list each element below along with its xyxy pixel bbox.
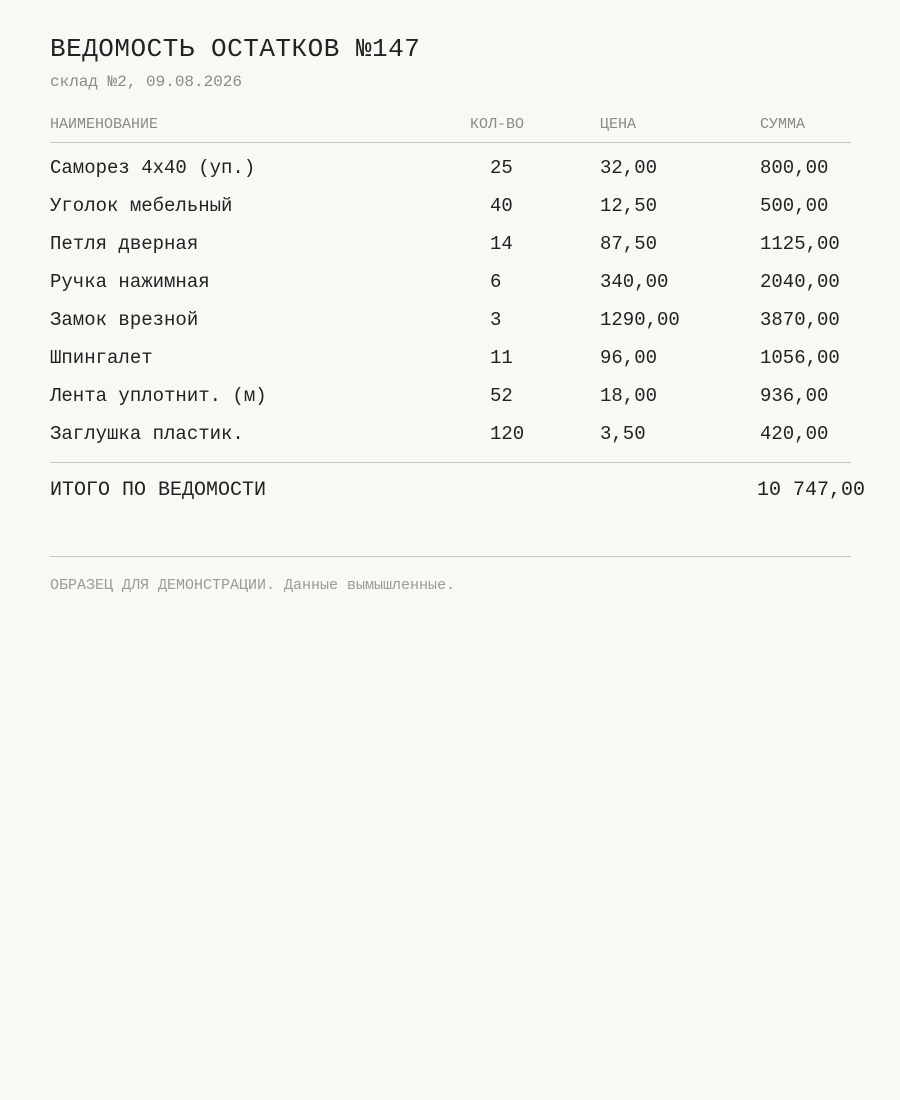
total-divider bbox=[50, 462, 851, 463]
document-subtitle: склад №2, 09.08.2026 bbox=[50, 73, 243, 91]
item-price: 87,50 bbox=[600, 233, 658, 255]
table-row bbox=[50, 309, 851, 347]
item-sum: 2040,00 bbox=[760, 271, 840, 293]
item-sum: 1056,00 bbox=[760, 347, 840, 369]
item-price: 32,00 bbox=[600, 157, 658, 179]
item-qty: 11 bbox=[490, 347, 513, 369]
item-price: 12,50 bbox=[600, 195, 658, 217]
table-row bbox=[50, 195, 851, 233]
item-name: Петля дверная bbox=[50, 233, 199, 255]
item-name: Уголок мебельный bbox=[50, 195, 233, 217]
item-sum: 420,00 bbox=[760, 423, 829, 445]
item-name: Ручка нажимная bbox=[50, 271, 210, 293]
item-qty: 14 bbox=[490, 233, 513, 255]
item-sum: 800,00 bbox=[760, 157, 829, 179]
item-name: Лента уплотнит. (м) bbox=[50, 385, 267, 407]
item-name: Саморез 4х40 (уп.) bbox=[50, 157, 256, 179]
demo-disclaimer: ОБРАЗЕЦ ДЛЯ ДЕМОНСТРАЦИИ. Данные вымышленные. bbox=[50, 577, 456, 594]
table-row bbox=[50, 271, 851, 309]
item-price: 1290,00 bbox=[600, 309, 680, 331]
item-price: 18,00 bbox=[600, 385, 658, 407]
item-price: 340,00 bbox=[600, 271, 669, 293]
item-price: 3,50 bbox=[600, 423, 646, 445]
item-sum: 1125,00 bbox=[760, 233, 840, 255]
document-title: ВЕДОМОСТЬ ОСТАТКОВ №147 bbox=[50, 34, 421, 64]
item-name: Заглушка пластик. bbox=[50, 423, 244, 445]
item-sum: 500,00 bbox=[760, 195, 829, 217]
header-divider bbox=[50, 142, 851, 143]
item-qty: 40 bbox=[490, 195, 513, 217]
item-sum: 936,00 bbox=[760, 385, 829, 407]
table-row bbox=[50, 157, 851, 195]
item-name: Шпингалет bbox=[50, 347, 153, 369]
item-price: 96,00 bbox=[600, 347, 658, 369]
column-header-price: ЦЕНА bbox=[600, 116, 637, 133]
table-row bbox=[50, 347, 851, 385]
item-qty: 120 bbox=[490, 423, 525, 445]
column-header-name: НАИМЕНОВАНИЕ bbox=[50, 116, 159, 133]
table-row bbox=[50, 385, 851, 423]
column-header-qty: КОЛ-ВО bbox=[470, 116, 525, 133]
table-row bbox=[50, 423, 851, 461]
table-row bbox=[50, 233, 851, 271]
item-name: Замок врезной bbox=[50, 309, 199, 331]
total-value: 10 747,00 bbox=[756, 479, 865, 502]
item-qty: 52 bbox=[490, 385, 513, 407]
column-header-sum: СУММА bbox=[760, 116, 806, 133]
item-qty: 6 bbox=[490, 271, 502, 293]
footer-divider bbox=[50, 556, 851, 557]
item-qty: 3 bbox=[490, 309, 502, 331]
item-qty: 25 bbox=[490, 157, 513, 179]
total-label: ИТОГО ПО ВЕДОМОСТИ bbox=[50, 479, 267, 502]
item-sum: 3870,00 bbox=[760, 309, 840, 331]
